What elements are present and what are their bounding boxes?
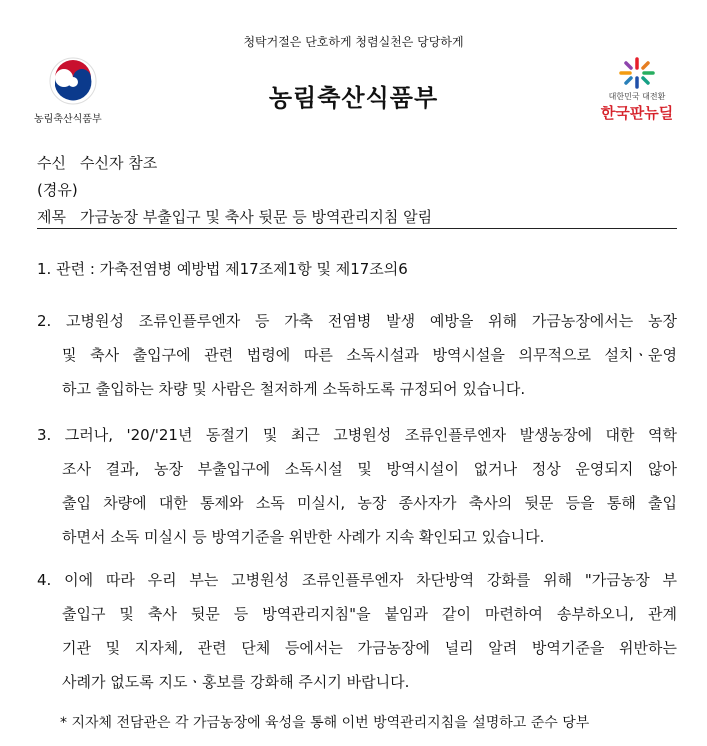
item-line: 2. 고병원성 조류인플루엔자 등 가축 전염병 발생 예방을 위해 가금농장에서는 농장: [37, 312, 677, 330]
item-1: [37, 252, 677, 286]
slogan: 청탁거절은 단호하게 청렴실천은 당당하게: [243, 35, 464, 49]
item-line: 출입 차량에 대한 통제와 소독 미실시, 농장 종사자가 축사의 뒷문 등을 통해 출입: [62, 494, 677, 512]
recipient-row: [37, 150, 677, 177]
subject-label: 제목: [37, 208, 66, 226]
recipient-label: 수신: [37, 154, 66, 172]
logo-subtitle: 대한민국 대전환: [608, 92, 666, 101]
subject-row: [37, 204, 677, 231]
via-label: (경유): [37, 181, 78, 199]
item-line: 및 축사 출입구에 관련 법령에 따른 소독시설과 방역시설을 의무적으로 설치ㆍ운영: [62, 346, 677, 364]
subject-value: 가금농장 부출입구 및 축사 뒷문 등 방역관리지침 알림: [79, 208, 433, 226]
logo-caption: 농림축산식품부: [34, 114, 102, 125]
memo-header: [37, 150, 677, 231]
footnote: * 지자체 전담관은 각 가금농장에 육성을 통해 이번 방역관리지침을 설명하고 준수 당부: [60, 715, 590, 731]
logo-title: 한국판뉴딜: [600, 104, 674, 122]
item-line: 출입구 및 축사 뒷문 등 방역관리지침"을 붙임과 같이 마련하여 송부하오니, 관계: [62, 605, 678, 623]
header-divider: [37, 228, 677, 229]
item-4: [37, 563, 677, 699]
item-line: 하고 출입하는 차량 및 사람은 철저하게 소독하도록 규정되어 있습니다.: [62, 380, 526, 398]
item-line: 하면서 소독 미실시 등 방역기준을 위반한 사례가 지속 확인되고 있습니다.: [62, 528, 545, 546]
item-line: 4. 이에 따라 우리 부는 고병원성 조류인플루엔자 차단방역 강화를 위해 "가금농장 부: [37, 571, 677, 589]
recipient-value: 수신자 참조: [79, 154, 158, 172]
new-deal-burst-icon: [615, 56, 659, 90]
item-line: 1. 관련 : 가축전염병 예방법 제17조제1항 및 제17조의6: [37, 260, 408, 278]
item-line: 3. 그러나, '20/'21년 동절기 및 최근 고병원성 조류인플루엔자 발생농장에 대한 역학: [37, 426, 677, 444]
item-line: 기관 및 지자체, 관련 단체 등에서는 가금농장에 널리 알려 방역기준을 위반하는: [62, 639, 677, 657]
item-3: [37, 418, 677, 554]
item-line: 조사 결과, 농장 부출입구에 소독시설 및 방역시설이 없거나 정상 운영되지 않아: [62, 460, 677, 478]
ministry-title: 농림축산식품부: [268, 84, 439, 112]
item-line: 사례가 없도록 지도ㆍ홍보를 강화해 주시기 바랍니다.: [62, 673, 410, 691]
via-row: [37, 177, 677, 204]
item-2: [37, 304, 677, 406]
korean-new-deal-logo: [596, 56, 678, 123]
